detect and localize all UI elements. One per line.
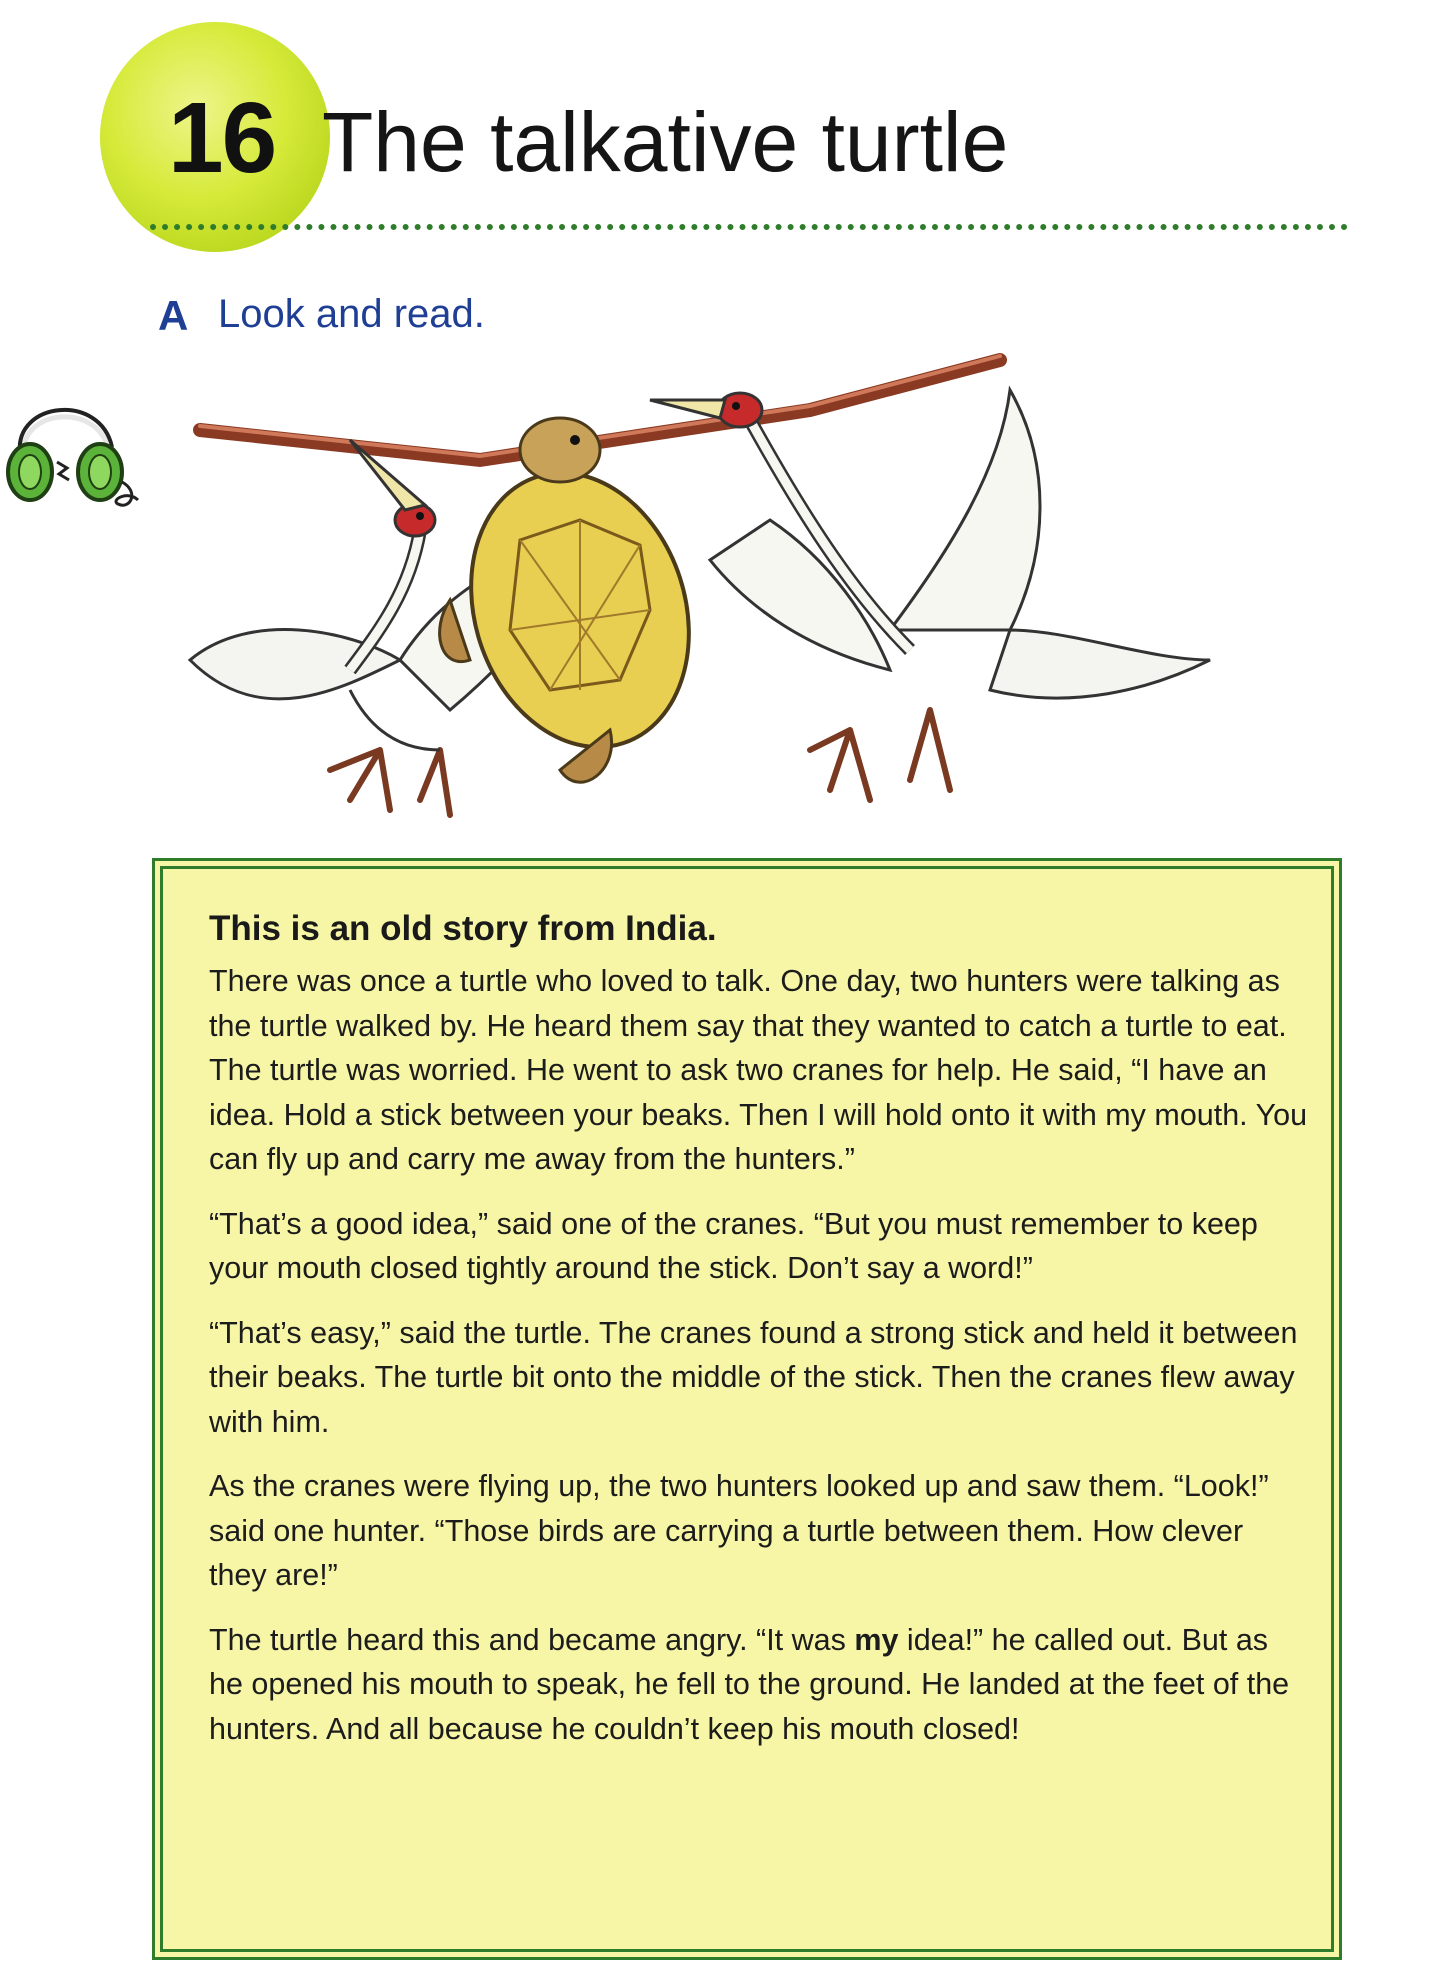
page-title: The talkative turtle: [322, 95, 1009, 189]
title-divider: [150, 224, 1348, 230]
story-paragraph-3: “That’s easy,” said the turtle. The cranes found a strong stick and held it between their beaks. The turtle bit onto the middle of the stick. Then the cranes flew away with him.: [209, 1315, 1298, 1439]
right-crane: [650, 390, 1210, 800]
story-box: [152, 858, 1342, 1960]
emphasis-my: my: [854, 1622, 899, 1657]
story-paragraph-5-end: idea!” he called out. But as he opened his mouth to speak, he fell to the ground. He landed at the feet of the hunters. And all because he couldn’t keep his mouth closed!: [209, 1622, 1290, 1746]
story-paragraph-1: There was once a turtle who loved to talk. One day, two hunters were talking as the turtle walked by. He heard them say that they wanted to catch a turtle to eat. The turtle was worried. He went to ask two cranes for help. He said, “I have an idea. Hold a stick between your beaks. Then I will hold onto it with my mouth. You can fly up and carry me away from the hunters.”: [209, 964, 1308, 1176]
section-instruction: Look and read.: [218, 292, 485, 336]
section-letter: A: [158, 292, 189, 339]
story-heading: This is an old story from India.: [209, 909, 717, 948]
turtle: [437, 418, 723, 782]
unit-number: 16: [168, 82, 276, 194]
story-paragraph-2: “That’s a good idea,” said one of the cranes. “But you must remember to keep your mouth closed tightly around the stick. Don’t say a word!”: [209, 1206, 1258, 1285]
story-paragraph-5-start: The turtle heard this and became angry. “It was: [209, 1622, 855, 1657]
story-paragraph-5: [209, 1618, 1309, 1752]
story-paragraph-4: As the cranes were flying up, the two hunters looked up and saw them. “Look!” said one hunter. “Those birds are carrying a turtle between them. How clever they are!”: [209, 1469, 1269, 1592]
headphones-icon[interactable]: [0, 372, 145, 522]
cranes-carrying-turtle-illustration: [150, 330, 1320, 830]
story-text: [209, 959, 1309, 1771]
